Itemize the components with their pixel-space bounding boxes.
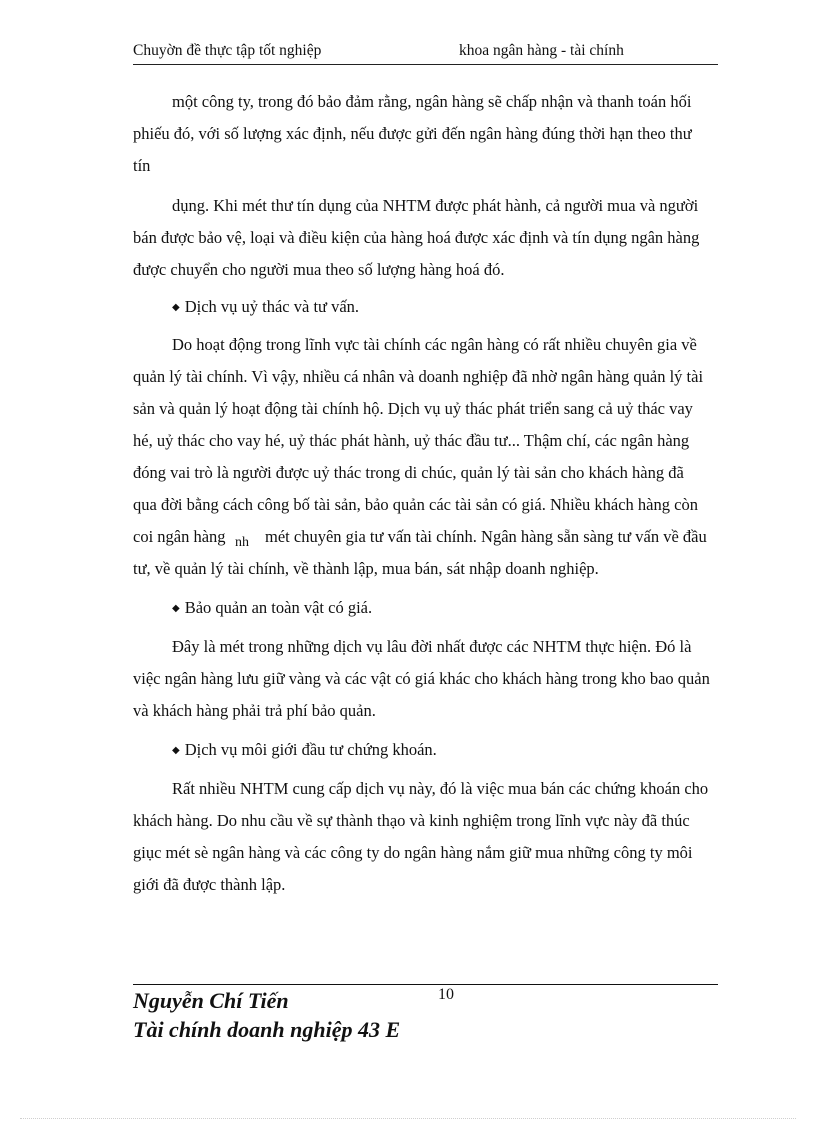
bullet-label: Dịch vụ uỷ thác và tư vấn. — [184, 297, 360, 316]
text-line: tín — [133, 156, 151, 175]
text-line: mét chuyên gia tư vấn tài chính. Ngân hàng sẵn sàng tư vấn về đầu — [265, 527, 707, 546]
text-line: Rất nhiều NHTM cung cấp dịch vụ này, đó là việc mua bán các chứng khoán cho — [172, 779, 709, 798]
bullet-diamond-icon: ◆ — [172, 302, 180, 313]
text-line: hé, uỷ thác cho vay hé, uỷ thác phát hành, uỷ thác đầu tư... Thậm chí, các ngân hàng — [133, 431, 690, 450]
text-line: được chuyển cho người mua theo số lượng hàng hoá đó. — [133, 260, 505, 279]
text-line: một công ty, trong đó bảo đảm rằng, ngân hàng sẽ chấp nhận và thanh toán hối — [172, 92, 692, 111]
page-header — [133, 42, 718, 65]
page-number: 10 — [438, 986, 454, 1003]
header-right-title: khoa ngân hàng - tài chính — [459, 42, 624, 59]
author-class: Tài chính doanh nghiệp 43 E — [133, 1017, 401, 1042]
text-line: bán được bảo vệ, loại và điều kiện của hàng hoá được xác định và tín dụng ngân hàng — [133, 228, 700, 247]
bullet-item — [172, 598, 372, 618]
text-line: Đây là mét trong những dịch vụ lâu đời nhất được các NHTM thực hiện. Đó là — [172, 637, 692, 656]
bullet-diamond-icon: ◆ — [172, 745, 180, 756]
bullet-item — [172, 740, 437, 760]
text-line: Do hoạt động trong lĩnh vực tài chính các ngân hàng có rất nhiều chuyên gia về — [172, 335, 697, 354]
text-line: quản lý tài chính. Vì vậy, nhiều cá nhân và doanh nghiệp đã nhờ ngân hàng quản lý tài — [133, 367, 704, 386]
text-line: giục mét sè ngân hàng và các công ty do ngân hàng nắm giữ mua những công ty môi — [133, 843, 693, 862]
text-line: tư, về quản lý tài chính, về thành lập, mua bán, sát nhập doanh nghiệp. — [133, 559, 599, 578]
footer-rule — [133, 984, 718, 985]
bullet-item — [172, 297, 359, 317]
text-line: việc ngân hàng lưu giữ vàng và các vật có giá khác cho khách hàng trong kho bao quản — [133, 669, 710, 688]
text-line: và khách hàng phải trả phí bảo quản. — [133, 701, 376, 720]
text-line: phiếu đó, với số lượng xác định, nếu được gửi đến ngân hàng đúng thời hạn theo thư — [133, 124, 692, 143]
text-line: coi ngân hàng — [133, 527, 226, 546]
page-edge-divider — [20, 1118, 796, 1119]
text-line: sản và quản lý hoạt động tài chính hộ. Dịch vụ uỷ thác phát triển sang cả uỷ thác vay — [133, 399, 693, 418]
text-line: qua đời bằng cách công bố tài sản, bảo quản các tài sản có giá. Nhiều khách hàng còn — [133, 495, 698, 514]
text-line: khách hàng. Do nhu cầu về sự thành thạo và kinh nghiệm trong lĩnh vực này đã thúc — [133, 811, 690, 830]
bullet-label: Dịch vụ môi giới đầu tư chứng khoán. — [184, 740, 437, 759]
header-left-title: Chuyờn đề thực tập tốt nghiệp — [133, 42, 322, 59]
text-line: giới đã được thành lập. — [133, 875, 286, 894]
inline-fragment: nh — [235, 535, 249, 550]
text-line: dụng. Khi mét thư tín dụng của NHTM được phát hành, cả người mua và người — [172, 196, 699, 215]
bullet-diamond-icon: ◆ — [172, 603, 180, 614]
text-line: đóng vai trò là người được uỷ thác trong di chúc, quản lý tài sản cho khách hàng đã — [133, 463, 684, 482]
bullet-label: Bảo quản an toàn vật có giá. — [184, 598, 373, 617]
author-name: Nguyễn Chí Tiến — [133, 988, 289, 1013]
